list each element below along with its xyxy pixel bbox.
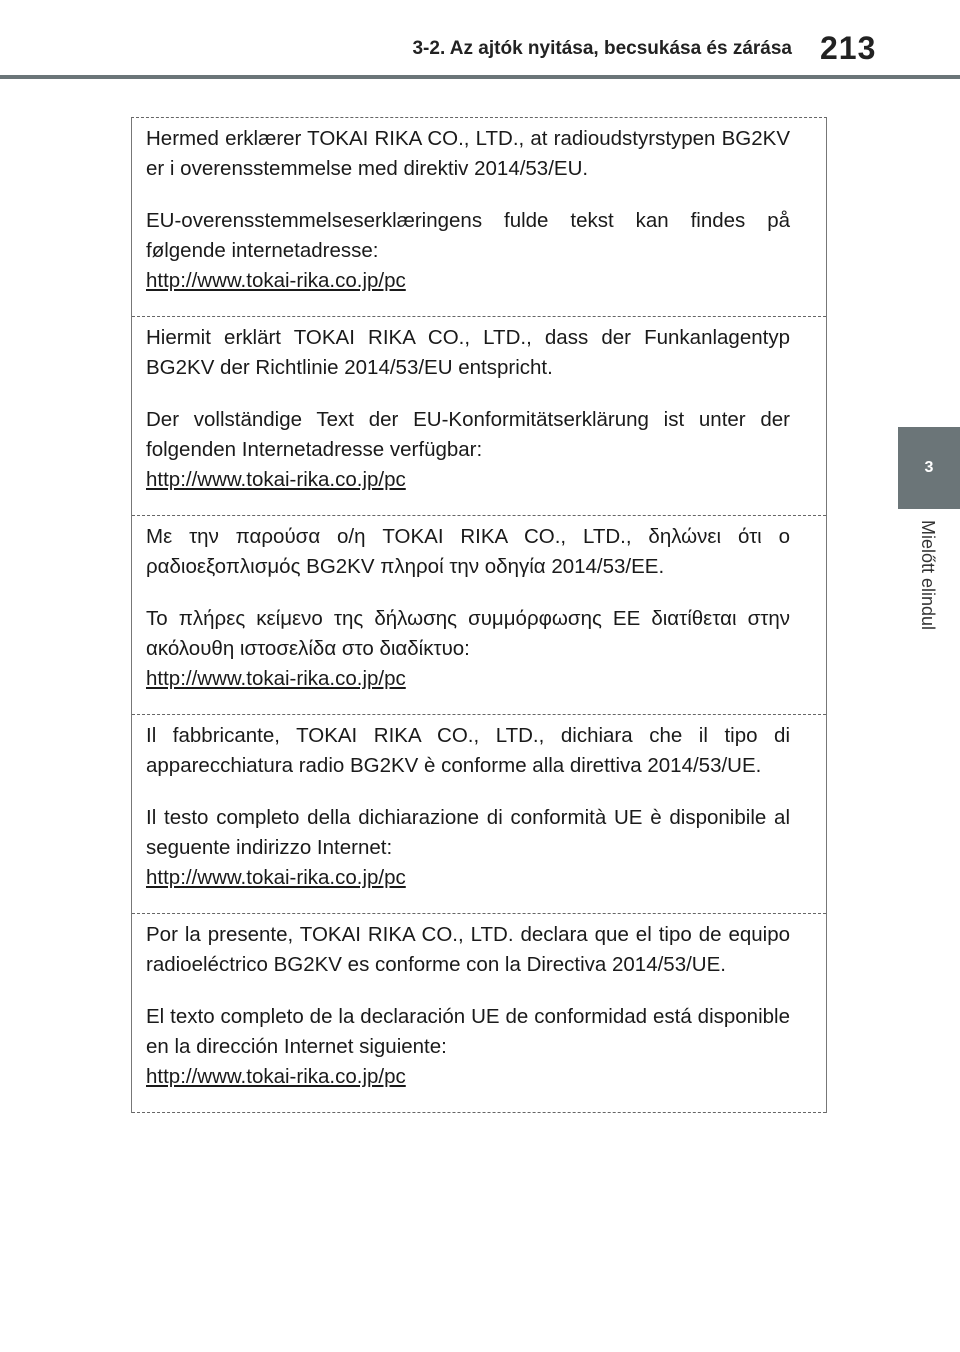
declaration-statement: Por la presente, TOKAI RIKA CO., LTD. declara que el tipo de equipo radioeléctrico BG2KV es conforme con la Directiva 2014/53/UE. — [146, 923, 790, 976]
declaration-availability: El texto completo de la declaración UE de conformidad está disponible en la dirección Internet siguiente: — [146, 1005, 790, 1058]
page-number: 213 — [820, 30, 877, 66]
header-rule — [0, 75, 960, 79]
declaration-statement: Με την παρούσα ο/η TOKAI RIKA CO., LTD., δηλώνει ότι ο ραδιοεξοπλισμός BG2KV πληροί την οδηγία 2014/53/ΕΕ. — [146, 525, 790, 578]
declaration-link[interactable]: http://www.tokai-rika.co.jp/pc — [146, 269, 406, 292]
declaration-link[interactable]: http://www.tokai-rika.co.jp/pc — [146, 866, 406, 889]
chapter-title: 3-2. Az ajtók nyitása, becsukása és zárása — [412, 38, 792, 59]
declaration-link[interactable]: http://www.tokai-rika.co.jp/pc — [146, 468, 406, 491]
declaration-greek — [132, 516, 826, 715]
declaration-link[interactable]: http://www.tokai-rika.co.jp/pc — [146, 1065, 406, 1088]
declaration-german — [132, 317, 826, 516]
declaration-link[interactable]: http://www.tokai-rika.co.jp/pc — [146, 667, 406, 690]
chapter-tab-label: Mielőtt elindul — [918, 520, 938, 631]
declaration-availability: Το πλήρες κείμενο της δήλωσης συμμόρφωσης ΕΕ διατίθεται στην ακόλουθη ιστοσελίδα στο διαδίκτυο: — [146, 607, 790, 660]
declaration-statement: Hermed erklærer TOKAI RIKA CO., LTD., at radioudstyrstypen BG2KV er i overensstemmelse med direktiv 2014/53/EU. — [146, 127, 790, 180]
declaration-availability: Il testo completo della dichiarazione di conformità UE è disponibile al seguente indirizzo Internet: — [146, 806, 790, 859]
declaration-box — [131, 117, 827, 1113]
declaration-availability: Der vollständige Text der EU-Konformitätserklärung ist unter der folgenden Internetadresse verfügbar: — [146, 408, 790, 461]
declaration-statement: Il fabbricante, TOKAI RIKA CO., LTD., dichiara che il tipo di apparecchiatura radio BG2KV è conforme alla direttiva 2014/53/UE. — [146, 724, 790, 777]
declaration-italian — [132, 715, 826, 914]
chapter-tab: 3 — [898, 427, 960, 509]
declaration-statement: Hiermit erklärt TOKAI RIKA CO., LTD., dass der Funkanlagentyp BG2KV der Richtlinie 2014/53/EU entspricht. — [146, 326, 790, 379]
declaration-availability: EU-overensstemmelseserklæringens fulde tekst kan findes på følgende internetadresse: — [146, 209, 790, 262]
declaration-spanish — [132, 914, 826, 1113]
declaration-danish — [132, 118, 826, 317]
